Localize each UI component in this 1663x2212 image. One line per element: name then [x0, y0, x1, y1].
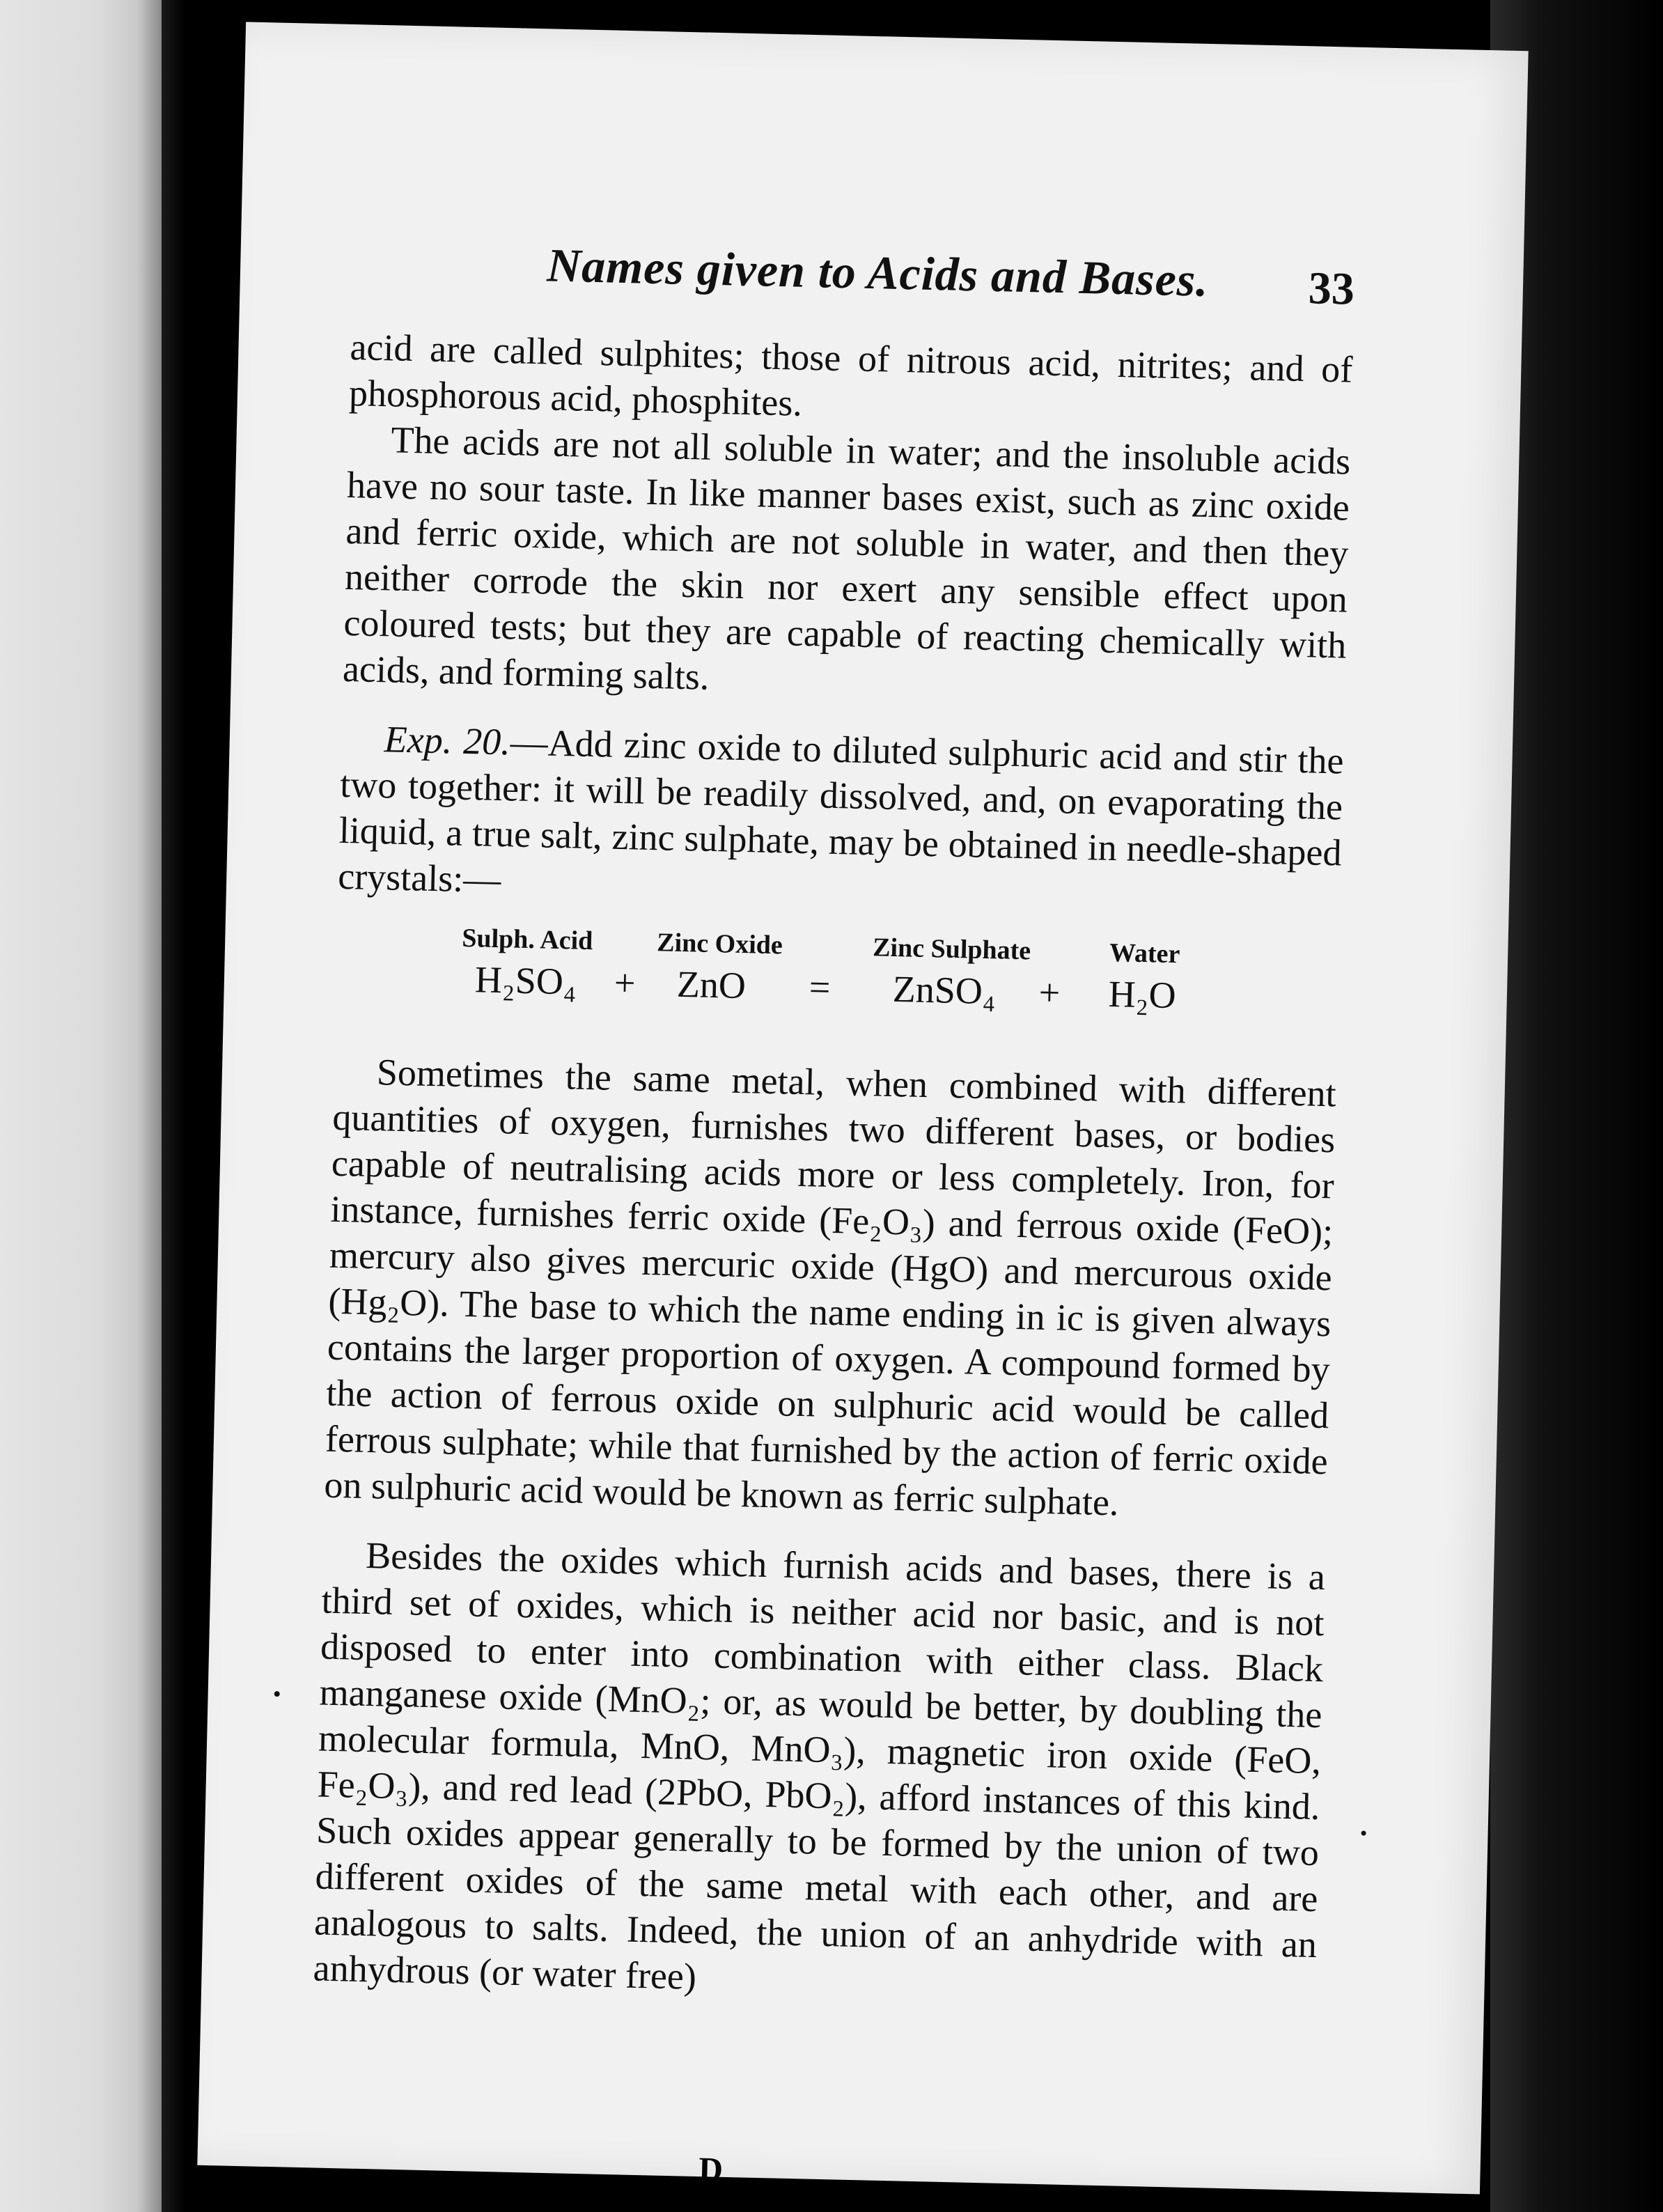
paragraph-4: Sometimes the same metal, when combined with different quantities of oxygen, furnishes two different bases, or bodies capable of neutralising acids more or less completely. Iron, for instance, furnishes ferric oxide (Fe₂O₃) and ferrous oxide (FeO); mercury also gives mercuric oxide (HgO) and mercurous oxide (Hg₂O). The base to which the name ending in ic is given always contains the larger proportion of oxygen. A compound formed by the action of ferrous oxide on sulphuric acid would be called ferrous sulphate; while that furnished by the action of ferric oxide on sulphuric acid would be known as ferric sulphate.	[323, 1051, 1337, 1524]
experiment-text: —Add zinc oxide to diluted sulphuric acid and stir the two together: it will be readily dissolved, and, on evaporating the liquid, a true salt, zinc sulphate, may be obtained in needle-shaped crystals:—	[337, 721, 1345, 901]
label-zinc-sulphate: Zinc Sulphate	[872, 933, 1031, 966]
equals-sign: =	[809, 966, 832, 1008]
label-zinc-oxide: Zinc Oxide	[656, 928, 783, 960]
experiment-label: Exp. 20.	[384, 718, 511, 763]
paragraph-2: The acids are not all soluble in water; and the insoluble acids have no sour taste. In like manner bases exist, such as zinc oxide and ferric oxide, which are not soluble in water, and then they neither corrode the skin nor exert any sensible effect upon coloured tests; but they are capable of reacting chemically with acids, and forming salts.	[342, 419, 1351, 698]
label-water: Water	[1109, 937, 1180, 969]
page-number: 33	[1308, 263, 1355, 315]
dust-speck	[274, 1691, 280, 1697]
signature-mark: D	[698, 2151, 724, 2188]
paragraph-3	[338, 715, 1345, 922]
paragraph-5: Besides the oxides which furnish acids and bases, there is a third set of oxides, which is neither acid nor basic, and is not disposed to enter into combination with either class. Black manganese oxide (MnO₂; or, as would be better, by doubling the molecular formula, MnO, MnO₃), magnetic iron oxide (FeO, Fe₂O₃), and red lead (2PbO, PbO₂), afford instances of this kind. Such oxides appear generally to be formed by the union of two different oxides of the same metal with each other, and are analogous to salts. Indeed, the union of an anhydride with an anhydrous (or water free)	[313, 1534, 1326, 1997]
book-page	[197, 22, 1528, 2195]
chemical-equation	[335, 920, 1340, 1047]
formula-water: H₂O	[1108, 972, 1177, 1017]
text-block	[313, 233, 1355, 2014]
formula-zinc-oxide: ZnO	[676, 963, 747, 1007]
label-sulph-acid: Sulph. Acid	[461, 923, 593, 956]
running-head: Names given to Acids and Bases.	[546, 238, 1210, 306]
plus-sign-2: +	[1038, 971, 1061, 1014]
formula-sulphuric-acid: H₂SO₄	[474, 958, 577, 1003]
plus-sign-1: +	[614, 961, 637, 1004]
paragraph-1: acid are called sulphites; those of nitrous acid, nitrites; and of phosphorous acid, phosphites.	[348, 326, 1353, 424]
dust-speck	[1361, 1831, 1366, 1836]
formula-zinc-sulphate: ZnSO₄	[892, 967, 997, 1013]
facing-page-edge	[0, 0, 162, 2212]
